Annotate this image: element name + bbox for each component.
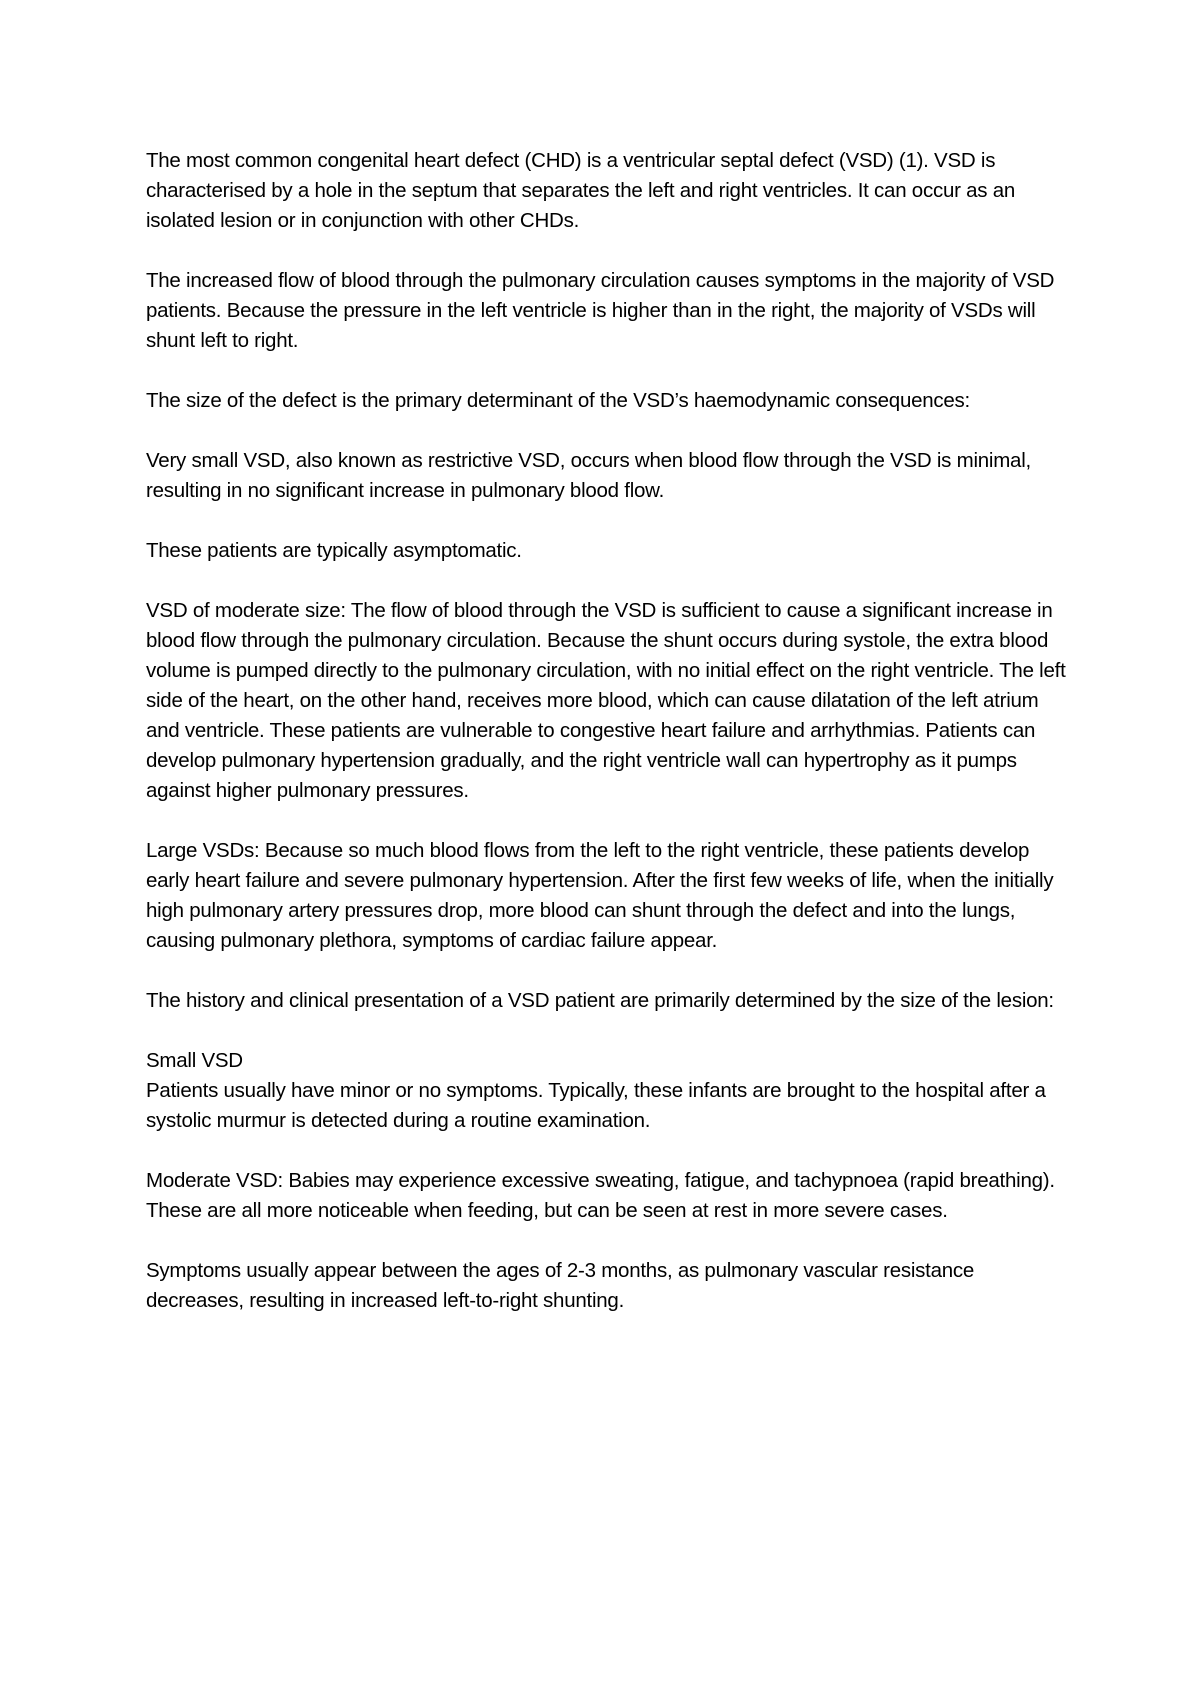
paragraph-moderate-vsd: VSD of moderate size: The flow of blood through the VSD is sufficient to cause a significant increase in blood flow through the pulmonary circulation. Because the shunt occurs during systole, the extra blood volume is pumped directly to the pulmonary circulation, with no initial effect on the right ventricle. The left side of the heart, on the other hand, receives more blood, which can cause dilatation of the left atrium and ventricle. These patients are vulnerable to congestive heart failure and arrhythmias. Patients can develop pulmonary hypertension gradually, and the right ventricle wall can hypertrophy as it pumps against higher pulmonary pressures.	[146, 599, 1066, 802]
heading-small-vsd: Small VSD	[146, 1049, 243, 1072]
paragraph-defect-size: The size of the defect is the primary determinant of the VSD’s haemodynamic consequences:	[146, 389, 971, 412]
paragraph-large-vsd: Large VSDs: Because so much blood flows from the left to the right ventricle, these patients develop early heart failure and severe pulmonary hypertension. After the first few weeks of life, when the initially high pulmonary artery pressures drop, more blood can shunt through the defect and into the lungs, causing pulmonary plethora, symptoms of cardiac failure appear.	[146, 839, 1054, 952]
document-body	[146, 146, 1066, 1346]
paragraph-vsd-definition: The most common congenital heart defect (CHD) is a ventricular septal defect (VSD) (1). VSD is characterised by a hole in the septum that separates the left and right ventricles. It can occur as an isolated lesion or in conjunction with other CHDs.	[146, 149, 1016, 232]
paragraph-asymptomatic: These patients are typically asymptomatic.	[146, 539, 522, 562]
paragraph-very-small-vsd: Very small VSD, also known as restrictive VSD, occurs when blood flow through the VSD is minimal, resulting in no significant increase in pulmonary blood flow.	[146, 449, 1031, 502]
paragraph-symptom-onset: Symptoms usually appear between the ages of 2-3 months, as pulmonary vascular resistance decreases, resulting in increased left-to-right shunting.	[146, 1259, 975, 1312]
paragraph-moderate-vsd-symptoms: Moderate VSD: Babies may experience excessive sweating, fatigue, and tachypnoea (rapid breathing). These are all more noticeable when feeding, but can be seen at rest in more severe cases.	[146, 1169, 1055, 1222]
paragraph-pulmonary-flow: The increased flow of blood through the pulmonary circulation causes symptoms in the majority of VSD patients. Because the pressure in the left ventricle is higher than in the right, the majority of VSDs will shunt left to right.	[146, 269, 1055, 352]
paragraph-history-presentation: The history and clinical presentation of a VSD patient are primarily determined by the size of the lesion:	[146, 989, 1054, 1012]
paragraph-small-vsd-symptoms: Patients usually have minor or no symptoms. Typically, these infants are brought to the hospital after a systolic murmur is detected during a routine examination.	[146, 1079, 1046, 1132]
